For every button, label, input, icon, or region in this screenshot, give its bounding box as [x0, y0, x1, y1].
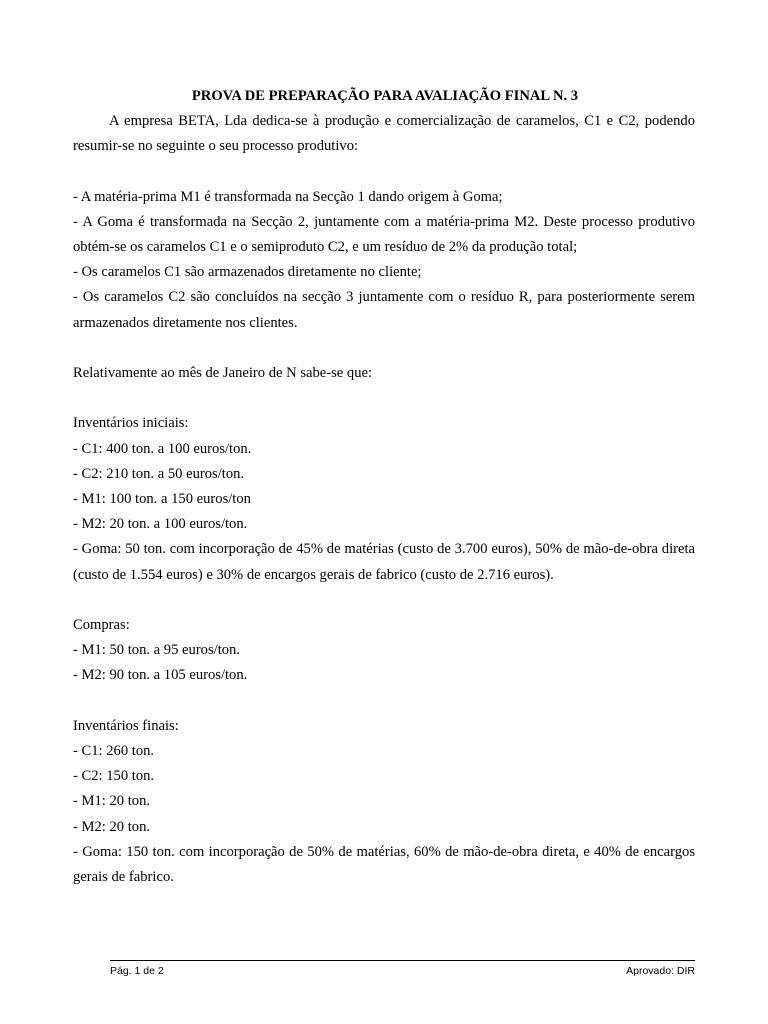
purchases-heading: Compras: — [73, 617, 130, 633]
intro-paragraph: A empresa BETA, Lda dedica-se à produção e comercialização de caramelos, C1 e C2, podendo resumir-se no seguinte o seu processo produtivo: — [73, 113, 695, 155]
purchase-item: - M1: 50 ton. a 95 euros/ton. — [73, 642, 241, 659]
spacer — [73, 336, 695, 361]
process-item: - Os caramelos C2 são concluídos na secção 3 juntamente com o resíduo R, para posteriormente serem armazenados diretamente nos clientes. — [73, 289, 695, 331]
initial-inventory-item: - Goma: 50 ton. com incorporação de 45% de matérias (custo de 3.700 euros), 50% de mão-de-obra direta (custo de 1.554 euros) e 30% de encargos gerais de fabrico (custo de 2.716 euros). — [73, 541, 695, 583]
page-footer — [110, 960, 695, 977]
process-item: - A matéria-prima M1 é transformada na Secção 1 dando origem à Goma; — [73, 188, 503, 205]
final-inventory-item: - Goma: 150 ton. com incorporação de 50% de matérias, 60% de mão-de-obra direta, e 40% de encargos gerais de fabrico. — [73, 843, 695, 886]
approval-label: Aprovado: DIR — [626, 965, 695, 977]
initial-inventory-item: - M2: 20 ton. a 100 euros/ton. — [73, 516, 248, 533]
spacer — [73, 159, 695, 184]
page-number: Pág. 1 de 2 — [110, 965, 164, 977]
process-item: - A Goma é transformada na Secção 2, juntamente com a matéria-prima M2. Deste processo produtivo obtém-se os caramelos C1 e o semiproduto C2, e um resíduo de 2% da produção total; — [73, 213, 695, 255]
document-title: PROVA DE PREPARAÇÃO PARA AVALIAÇÃO FINAL N. 3 — [191, 88, 579, 104]
purchase-item: - M2: 90 ton. a 105 euros/ton. — [73, 667, 248, 684]
initial-inventory-item: - M1: 100 ton. a 150 euros/ton — [73, 491, 251, 507]
document-page — [73, 84, 695, 890]
initial-inventory-item: - C1: 400 ton. a 100 euros/ton. — [73, 440, 252, 457]
spacer — [73, 689, 695, 714]
final-inventory-item: - C1: 260 ton. — [73, 743, 155, 759]
final-inventories-heading: Inventários finais: — [73, 717, 179, 734]
month-intro: Relativamente ao mês de Janeiro de N sabe-se que: — [73, 365, 373, 381]
initial-inventory-item: - C2: 210 ton. a 50 euros/ton. — [73, 465, 245, 482]
process-item: - Os caramelos C1 são armazenados diretamente no cliente; — [73, 264, 422, 281]
initial-inventories-heading: Inventários iniciais: — [73, 415, 189, 432]
final-inventory-item: - C2: 150 ton. — [73, 768, 155, 785]
spacer — [73, 588, 695, 613]
final-inventory-item: - M1: 20 ton. — [73, 793, 151, 810]
spacer — [73, 386, 695, 411]
final-inventory-item: - M2: 20 ton. — [73, 818, 151, 835]
